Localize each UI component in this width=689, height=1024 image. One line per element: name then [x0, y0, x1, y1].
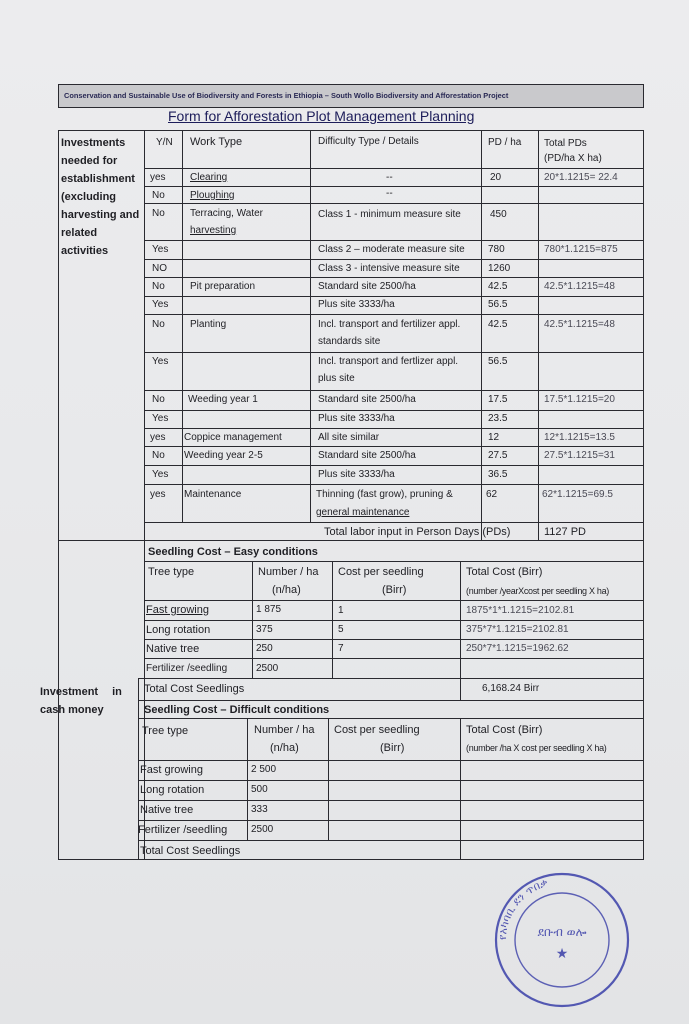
difficult-row-fast-num: 2 500: [251, 764, 277, 775]
row-planting-plus-pd: 56.5: [488, 356, 508, 367]
row-maintenance-pd: 62: [486, 489, 498, 500]
difficult-col-cost: Cost per seedling: [334, 724, 420, 736]
row-class2-total: 780*1.1215=875: [544, 244, 618, 255]
row-weeding1-plus-detail: Plus site 3333/ha: [318, 413, 395, 424]
row-terracing-yn: No: [152, 208, 165, 219]
easy-row-fast-num: 1 875: [256, 604, 282, 615]
difficult-section-title: Seedling Cost – Difficult conditions: [144, 704, 330, 716]
easy-row-native-cost: 7: [338, 643, 344, 654]
row-pit-plus-pd: 56.5: [488, 299, 508, 310]
row-planting-plus-yn: Yes: [152, 356, 169, 367]
row-weeding1-plus-yn: Yes: [152, 413, 169, 424]
row-class3-yn: NO: [152, 263, 167, 274]
easy-col-number: Number / ha: [258, 566, 319, 578]
easy-total-label: Total Cost Seedlings: [144, 683, 245, 695]
row-planting-detail-line2: standards site: [318, 336, 381, 347]
official-seal-stamp: [492, 870, 632, 1010]
row-maintenance-detail: Thinning (fast grow), pruning &: [316, 489, 453, 500]
col-header-total-pds-formula: (PD/ha X ha): [544, 153, 602, 164]
easy-section-title: Seedling Cost – Easy conditions: [148, 546, 318, 558]
row-weeding1-work: Weeding year 1: [188, 394, 258, 405]
difficult-row-fertilizer-num: 2500: [251, 824, 274, 835]
row-planting-plus-detail: Incl. transport and fertlizer appl.: [318, 356, 459, 367]
difficult-row-native-num: 333: [251, 804, 268, 815]
easy-row-fast-tree: Fast growing: [146, 604, 209, 616]
row-class3-pd: 1260: [488, 263, 511, 274]
row-maintenance-work: Maintenance: [184, 489, 242, 500]
easy-col-cost: Cost per seedling: [338, 566, 424, 578]
row-planting-work: Planting: [190, 319, 227, 330]
row-weeding25-yn: No: [152, 450, 165, 461]
row-class2-pd: 780: [488, 244, 505, 255]
easy-col-total: Total Cost (Birr): [466, 566, 543, 578]
row-weeding25-work: Weeding year 2-5: [184, 450, 263, 461]
row-weeding1-total: 17.5*1.1215=20: [544, 394, 615, 405]
row-maintenance-detail-line2: general maintenance: [316, 507, 410, 518]
difficult-col-total: Total Cost (Birr): [466, 724, 543, 736]
cash-side-label: Investment in cash money: [40, 686, 122, 716]
row-pit-yn: No: [152, 281, 165, 292]
difficult-col-cost-unit: (Birr): [380, 742, 405, 754]
row-coppice-total: 12*1.1215=13.5: [544, 432, 615, 443]
easy-col-number-unit: (n/ha): [272, 584, 301, 596]
difficult-col-total-formula: (number /ha X cost per seedling X ha): [466, 743, 607, 753]
row-pit-detail: Standard site 2500/ha: [318, 281, 416, 292]
row-pit-work: Pit preparation: [190, 281, 256, 292]
easy-row-native-num: 250: [256, 643, 273, 654]
row-class3-detail: Class 3 - intensive measure site: [318, 263, 460, 274]
row-class2-detail: Class 2 – moderate measure site: [318, 244, 465, 255]
easy-row-native-tree: Native tree: [146, 643, 200, 655]
row-ploughing-work: Ploughing: [190, 190, 235, 201]
row-planting-plus-detail-line2: plus site: [318, 373, 355, 384]
row-planting-total: 42.5*1.1215=48: [544, 319, 615, 330]
row-coppice-yn: yes: [150, 432, 166, 443]
row-planting-yn: No: [152, 319, 165, 330]
row-weeding25-plus-yn: Yes: [152, 469, 169, 480]
col-header-pd-ha: PD / ha: [488, 137, 522, 148]
project-header-text: Conservation and Sustainable Use of Biodiversity and Forests in Ethiopia – South Wollo Biodiversity and Afforestation Project: [64, 91, 509, 100]
row-planting-detail: Incl. transport and fertilizer appl.: [318, 319, 461, 330]
easy-row-fast-total: 1875*1*1.1215=2102.81: [466, 605, 575, 616]
row-clearing-detail: --: [386, 172, 393, 183]
row-clearing-total: 20*1.1215= 22.4: [544, 172, 618, 183]
easy-row-long-cost: 5: [338, 624, 344, 635]
easy-col-total-formula: (number /yearXcost per seedling X ha): [466, 586, 609, 596]
svg-text:የአካባቢ ደን ጥበቃ: የአካባቢ ደን ጥበቃ: [495, 875, 550, 941]
form-title: Form for Afforestation Plot Management Planning: [168, 108, 475, 124]
row-coppice-detail: All site similar: [318, 432, 380, 443]
difficult-col-number: Number / ha: [254, 724, 315, 736]
row-weeding1-plus-pd: 23.5: [488, 413, 508, 424]
row-terracing-detail: Class 1 - minimum measure site: [318, 209, 461, 220]
easy-row-long-total: 375*7*1.1215=2102.81: [466, 624, 569, 635]
row-weeding25-total: 27.5*1.1215=31: [544, 450, 615, 461]
col-header-yn: Y/N: [156, 137, 173, 148]
row-weeding25-plus-pd: 36.5: [488, 469, 508, 480]
difficult-total-label: Total Cost Seedlings: [140, 845, 241, 857]
difficult-col-tree: Tree type: [142, 725, 189, 737]
difficult-row-fast-tree: Fast growing: [140, 764, 203, 776]
row-ploughing-yn: No: [152, 190, 165, 201]
easy-col-cost-unit: (Birr): [382, 584, 407, 596]
easy-col-tree: Tree type: [148, 566, 195, 578]
row-pit-total: 42.5*1.1215=48: [544, 281, 615, 292]
row-terracing-pd: 450: [490, 209, 507, 220]
svg-text:★: ★: [555, 946, 569, 962]
easy-row-fast-cost: 1: [338, 605, 344, 616]
row-clearing-pd: 20: [490, 172, 502, 183]
easy-total-value: 6,168.24 Birr: [482, 683, 540, 694]
col-header-work-type: Work Type: [190, 136, 243, 148]
row-weeding25-detail: Standard site 2500/ha: [318, 450, 416, 461]
col-header-total-pds: Total PDs: [544, 138, 587, 149]
row-weeding1-yn: No: [152, 394, 165, 405]
row-clearing-yn: yes: [150, 172, 166, 183]
row-weeding1-detail: Standard site 2500/ha: [318, 394, 416, 405]
row-weeding25-plus-detail: Plus site 3333/ha: [318, 469, 395, 480]
row-terracing-work: Terracing, Water: [190, 208, 263, 219]
row-weeding1-pd: 17.5: [488, 394, 508, 405]
row-coppice-work: Coppice management: [184, 432, 282, 443]
easy-row-long-num: 375: [256, 624, 273, 635]
difficult-row-long-tree: Long rotation: [140, 784, 205, 796]
investments-side-label: Investments needed for establishment (excluding harvesting and related activities: [61, 137, 140, 257]
total-labor-value: 1127 PD: [544, 526, 586, 538]
easy-row-native-total: 250*7*1.1215=1962.62: [466, 643, 569, 654]
difficult-row-long-num: 500: [251, 784, 268, 795]
row-maintenance-yn: yes: [150, 489, 166, 500]
col-header-difficulty: Difficulty Type / Details: [318, 136, 419, 147]
row-pit-plus-detail: Plus site 3333/ha: [318, 299, 395, 310]
easy-row-fertilizer-tree: Fertilizer /seedling: [146, 663, 228, 674]
row-ploughing-detail: --: [386, 188, 393, 199]
row-terracing-work-line2: harvesting: [190, 225, 237, 236]
row-class2-yn: Yes: [152, 244, 169, 255]
easy-row-long-tree: Long rotation: [146, 624, 211, 636]
difficult-col-number-unit: (n/ha): [270, 742, 299, 754]
difficult-row-fertilizer-tree: Fertilizer /seedling: [138, 824, 228, 836]
row-pit-pd: 42.5: [488, 281, 508, 292]
row-clearing-work: Clearing: [190, 172, 228, 183]
difficult-row-native-tree: Native tree: [140, 804, 194, 816]
row-pit-plus-yn: Yes: [152, 299, 169, 310]
svg-text:ደቡብ ወሎ: ደቡብ ወሎ: [537, 925, 587, 939]
row-coppice-pd: 12: [488, 432, 500, 443]
total-labor-label: Total labor input in Person Days (PDs): [324, 526, 511, 538]
row-maintenance-total: 62*1.1215=69.5: [542, 489, 613, 500]
row-weeding25-pd: 27.5: [488, 450, 508, 461]
easy-row-fertilizer-num: 2500: [256, 663, 279, 674]
row-planting-pd: 42.5: [488, 319, 508, 330]
